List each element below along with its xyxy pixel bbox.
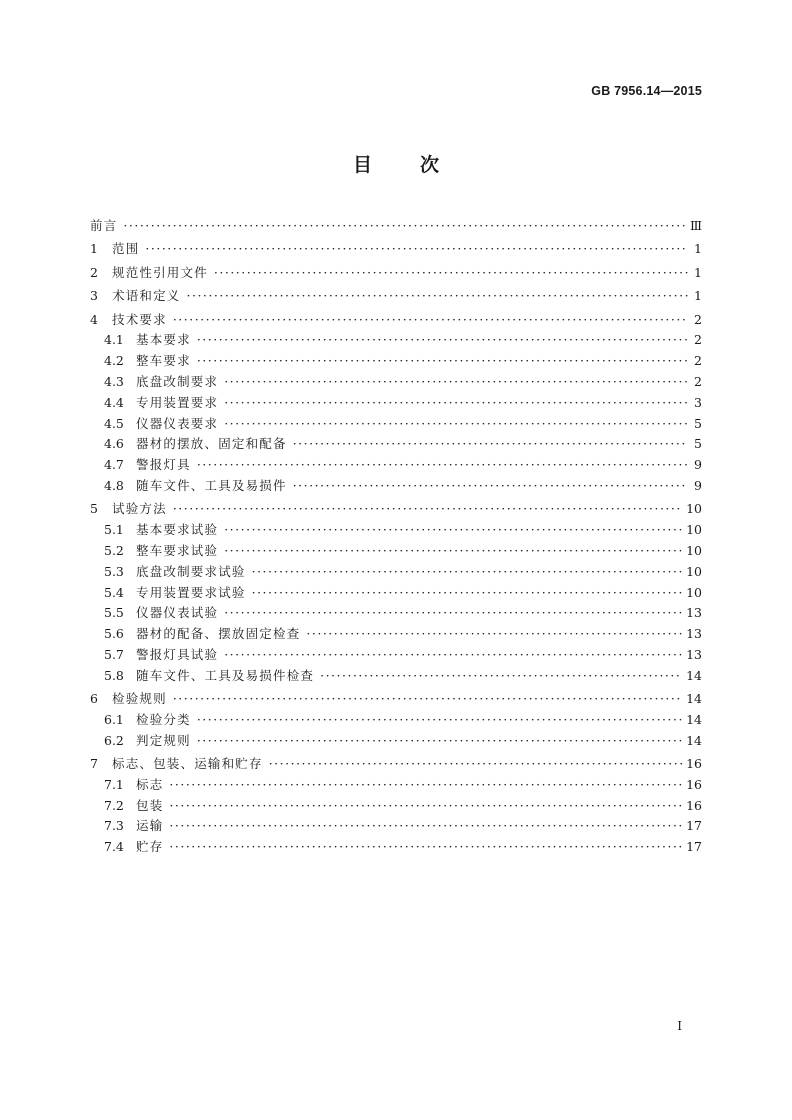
toc-entry-page: 10 — [686, 522, 702, 538]
toc-entry[interactable] — [90, 216, 702, 237]
toc-entry-label: 范围 — [112, 241, 140, 257]
page-title — [0, 150, 792, 177]
toc-entry[interactable] — [90, 520, 702, 541]
toc-leader-dots — [320, 668, 682, 683]
title-part-1: 目 — [352, 154, 372, 176]
toc-entry-label: 底盘改制要求 — [136, 373, 219, 389]
toc-entry-page: 16 — [686, 797, 702, 813]
toc-entry-number: 5.6 — [104, 626, 124, 642]
toc-entry-label: 整车要求 — [136, 353, 191, 369]
toc-entry[interactable] — [90, 310, 702, 331]
title-part-2: 次 — [420, 154, 440, 176]
toc-entry-label: 随车文件、工具及易损件 — [136, 477, 287, 493]
toc-entry[interactable] — [90, 583, 702, 604]
toc-leader-dots — [169, 798, 682, 813]
toc-entry-number: 5.5 — [104, 605, 124, 621]
toc-entry-label: 术语和定义 — [112, 288, 181, 304]
toc-leader-dots — [293, 478, 688, 493]
toc-entry-number: 7.2 — [104, 797, 124, 813]
toc-entry-number: 4 — [90, 311, 98, 327]
toc-entry-label: 标志、包装、运输和贮存 — [112, 756, 263, 772]
toc-leader-dots — [224, 543, 682, 558]
toc-entry[interactable] — [90, 645, 702, 666]
toc-entry-number: 4.6 — [104, 436, 124, 452]
toc-leader-dots — [224, 522, 682, 537]
document-code: GB 7956.14—2015 — [591, 84, 702, 98]
toc-leader-dots — [145, 241, 688, 256]
toc-leader-dots — [269, 756, 682, 771]
toc-entry[interactable] — [90, 754, 702, 775]
toc-entry-label: 器材的摆放、固定和配备 — [136, 436, 287, 452]
toc-entry-page: 17 — [686, 839, 702, 855]
toc-entry-label: 专用装置要求 — [136, 394, 219, 410]
toc-entry-page: 10 — [686, 542, 702, 558]
toc-entry-number: 4.4 — [104, 394, 124, 410]
toc-entry[interactable] — [90, 351, 702, 372]
toc-entry[interactable] — [90, 775, 702, 796]
toc-leader-dots — [169, 777, 682, 792]
toc-leader-dots — [169, 839, 682, 854]
toc-entry-page: 14 — [686, 711, 702, 727]
toc-entry[interactable] — [90, 414, 702, 435]
toc-entry-page: 5 — [694, 415, 702, 431]
toc-leader-dots — [197, 712, 682, 727]
toc-entry-label: 警报灯具 — [136, 457, 191, 473]
toc-entry-label: 器材的配备、摆放固定检查 — [136, 626, 301, 642]
toc-entry-label: 专用装置要求试验 — [136, 584, 246, 600]
toc-entry-label: 整车要求试验 — [136, 542, 219, 558]
toc-entry-number: 6 — [90, 691, 98, 707]
toc-entry-page: 13 — [686, 605, 702, 621]
toc-entry-number: 3 — [90, 288, 98, 304]
toc-leader-dots — [224, 605, 682, 620]
toc-entry-page: 2 — [694, 311, 702, 327]
toc-entry-page: 17 — [686, 818, 702, 834]
toc-leader-dots — [197, 353, 688, 368]
toc-entry[interactable] — [90, 816, 702, 837]
toc-entry[interactable] — [90, 562, 702, 583]
toc-entry-label: 技术要求 — [112, 311, 167, 327]
toc-entry-page: 2 — [694, 353, 702, 369]
toc-entry-number: 5 — [90, 501, 98, 517]
toc-entry-page: Ⅲ — [689, 218, 702, 233]
toc-entry-number: 4.7 — [104, 457, 124, 473]
toc-entry-label: 标志 — [136, 776, 164, 792]
toc-leader-dots — [252, 564, 682, 579]
toc-entry[interactable] — [90, 710, 702, 731]
toc-entry[interactable] — [90, 603, 702, 624]
toc-leader-dots — [224, 416, 688, 431]
toc-entry-number: 4.2 — [104, 353, 124, 369]
toc-entry-number: 7.3 — [104, 818, 124, 834]
toc-entry-page: 3 — [694, 394, 702, 410]
toc-entry-page: 2 — [694, 373, 702, 389]
toc-entry[interactable] — [90, 624, 702, 645]
toc-entry-number: 1 — [90, 241, 98, 257]
toc-entry-label: 运输 — [136, 818, 164, 834]
toc-entry-page: 2 — [694, 332, 702, 348]
toc-entry[interactable] — [90, 731, 702, 752]
toc-entry-number: 7 — [90, 756, 98, 772]
toc-entry-label: 规范性引用文件 — [112, 264, 208, 280]
toc-entry-number: 6.1 — [104, 711, 124, 727]
toc-leader-dots — [224, 374, 688, 389]
page-number: I — [677, 1019, 682, 1033]
toc-entry-label: 试验方法 — [112, 501, 167, 517]
toc-leader-dots — [123, 218, 686, 233]
toc-leader-dots — [252, 585, 682, 600]
table-of-contents — [90, 216, 702, 858]
toc-entry-page: 14 — [686, 691, 702, 707]
toc-entry-page: 13 — [686, 626, 702, 642]
toc-leader-dots — [197, 733, 682, 748]
toc-entry-label: 判定规则 — [136, 732, 191, 748]
toc-entry-page: 14 — [686, 732, 702, 748]
toc-entry-number: 5.7 — [104, 646, 124, 662]
toc-entry-label: 警报灯具试验 — [136, 646, 219, 662]
toc-entry-page: 9 — [694, 457, 702, 473]
toc-leader-dots — [306, 626, 682, 641]
toc-entry-label: 底盘改制要求试验 — [136, 563, 246, 579]
toc-entry-label: 基本要求试验 — [136, 522, 219, 538]
toc-entry-label: 仪器仪表试验 — [136, 605, 219, 621]
toc-entry[interactable] — [90, 666, 702, 687]
toc-leader-dots — [224, 647, 682, 662]
toc-leader-dots — [169, 818, 682, 833]
toc-leader-dots — [214, 265, 688, 280]
toc-entry[interactable] — [90, 434, 702, 455]
toc-leader-dots — [173, 312, 688, 327]
toc-entry[interactable] — [90, 476, 702, 497]
toc-entry-label: 前言 — [90, 218, 118, 233]
toc-entry[interactable] — [90, 263, 702, 284]
toc-leader-dots — [187, 288, 688, 303]
toc-entry-label: 检验分类 — [136, 711, 191, 727]
toc-entry-page: 1 — [694, 288, 702, 304]
toc-entry-page: 9 — [694, 477, 702, 493]
toc-entry-page: 5 — [694, 436, 702, 452]
toc-entry-number: 4.8 — [104, 477, 124, 493]
toc-entry[interactable] — [90, 286, 702, 307]
toc-entry-page: 16 — [686, 756, 702, 772]
toc-entry-number: 5.3 — [104, 563, 124, 579]
toc-entry-number: 4.3 — [104, 373, 124, 389]
toc-entry[interactable] — [90, 393, 702, 414]
toc-entry-page: 10 — [686, 584, 702, 600]
toc-entry-number: 7.1 — [104, 776, 124, 792]
toc-entry-number: 5.4 — [104, 584, 124, 600]
toc-entry-page: 14 — [686, 667, 702, 683]
toc-leader-dots — [173, 691, 682, 706]
toc-entry-number: 7.4 — [104, 839, 124, 855]
toc-entry[interactable] — [90, 837, 702, 858]
toc-entry-number: 4.1 — [104, 332, 124, 348]
toc-entry[interactable] — [90, 239, 702, 260]
toc-entry[interactable] — [90, 372, 702, 393]
toc-entry-label: 包装 — [136, 797, 164, 813]
toc-entry-page: 13 — [686, 646, 702, 662]
toc-entry[interactable] — [90, 455, 702, 476]
toc-entry-number: 5.2 — [104, 542, 124, 558]
toc-leader-dots — [173, 501, 682, 516]
toc-entry-number: 4.5 — [104, 415, 124, 431]
toc-entry-label: 仪器仪表要求 — [136, 415, 219, 431]
toc-leader-dots — [197, 332, 688, 347]
toc-entry[interactable] — [90, 499, 702, 520]
toc-entry[interactable] — [90, 796, 702, 817]
toc-entry-page: 1 — [694, 264, 702, 280]
toc-leader-dots — [224, 395, 688, 410]
toc-entry-page: 1 — [694, 241, 702, 257]
toc-leader-dots — [293, 436, 688, 451]
toc-entry-page: 10 — [686, 563, 702, 579]
toc-entry-label: 贮存 — [136, 839, 164, 855]
toc-entry-page: 16 — [686, 776, 702, 792]
toc-entry-number: 2 — [90, 264, 98, 280]
toc-entry-page: 10 — [686, 501, 702, 517]
toc-entry[interactable] — [90, 330, 702, 351]
toc-entry-number: 6.2 — [104, 732, 124, 748]
toc-entry-label: 检验规则 — [112, 691, 167, 707]
toc-entry-label: 随车文件、工具及易损件检查 — [136, 667, 315, 683]
toc-entry[interactable] — [90, 689, 702, 710]
toc-leader-dots — [197, 457, 688, 472]
toc-entry-number: 5.1 — [104, 522, 124, 538]
toc-entry[interactable] — [90, 541, 702, 562]
toc-entry-number: 5.8 — [104, 667, 124, 683]
toc-entry-label: 基本要求 — [136, 332, 191, 348]
